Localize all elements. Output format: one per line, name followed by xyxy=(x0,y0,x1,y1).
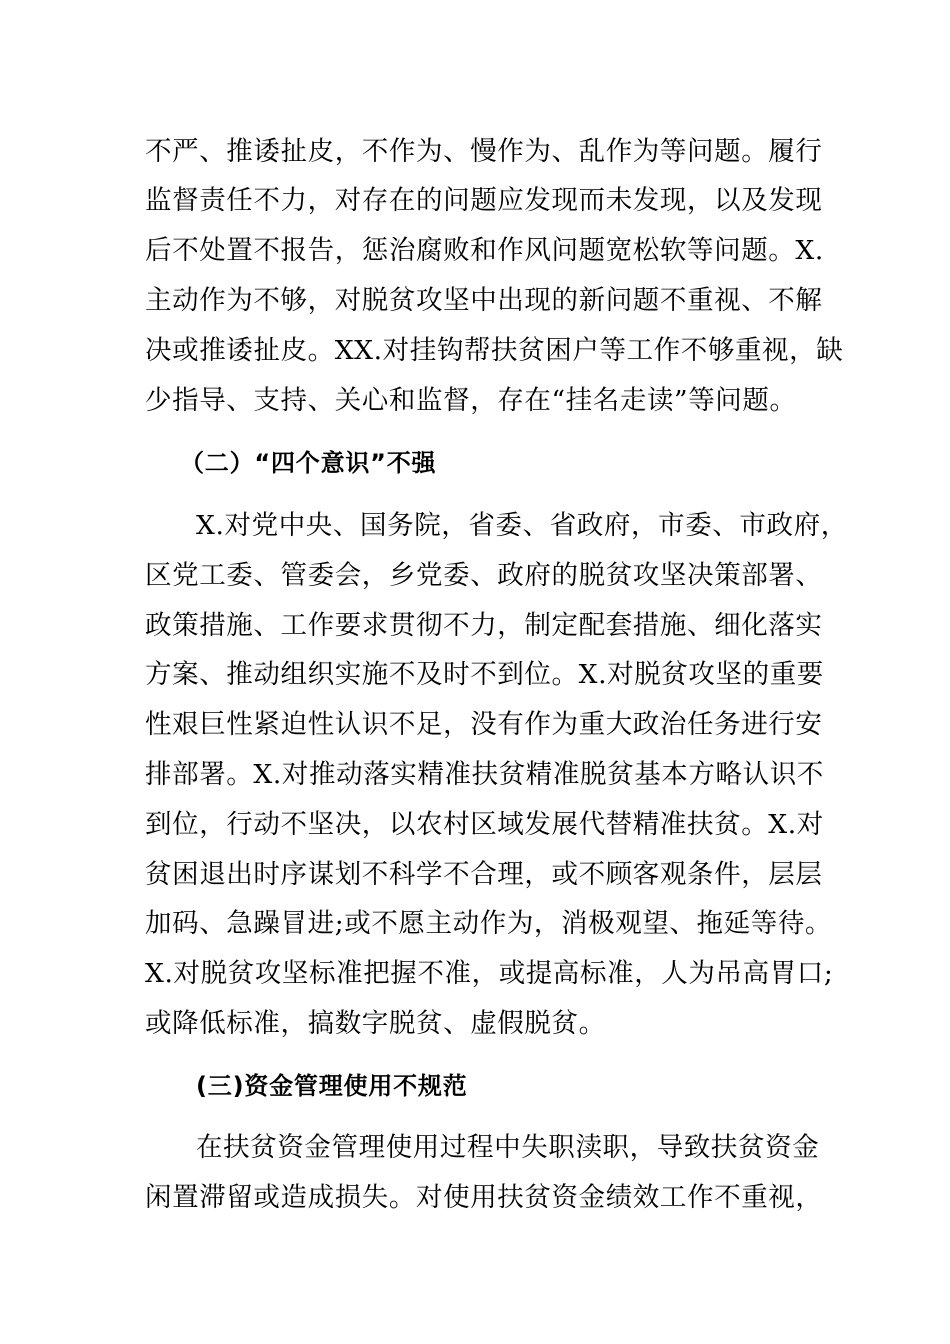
para3-line-1: 在扶贫资金管理使用过程中失职渎职，导致扶贫资金 xyxy=(196,1132,820,1163)
para2-line-8: 贫困退出时序谋划不科学不合理，或不顾客观条件，层层 xyxy=(145,859,823,890)
para3-line-2: 闲置滞留或造成损失。对使用扶贫资金绩效工作不重视， xyxy=(145,1182,823,1213)
para1-line-1: 不严、推诿扯皮，不作为、慢作为、乱作为等问题。履行 xyxy=(145,136,823,167)
section-heading-3: (三)资金管理使用不规范 xyxy=(196,1072,468,1100)
para1-line-4: 主动作为不够，对脱贫攻坚中出现的新问题不重视、不解 xyxy=(145,285,823,316)
para1-line-6: 少指导、支持、关心和监督，存在“挂名走读”等问题。 xyxy=(145,385,797,416)
para1-line-2: 监督责任不力，对存在的问题应发现而未发现，以及发现 xyxy=(145,185,823,216)
para2-line-9: 加码、急躁冒进;或不愿主动作为，消极观望、拖延等待。 xyxy=(145,908,833,939)
para2-line-1: X.对党中央、国务院，省委、省政府，市委、市政府， xyxy=(196,510,848,541)
para1-line-5: 决或推诿扯皮。XX.对挂钩帮扶贫困户等工作不够重视，缺 xyxy=(145,335,844,366)
para2-line-5: 性艰巨性紧迫性认识不足，没有作为重大政治任务进行安 xyxy=(145,709,823,740)
para2-line-6: 排部署。X.对推动落实精准扶贫精准脱贫基本方略认识不 xyxy=(145,759,824,790)
para2-line-2: 区党工委、管委会，乡党委、政府的脱贫攻坚决策部署、 xyxy=(145,560,823,591)
section-heading-2: （二）“四个意识”不强 xyxy=(180,449,437,477)
para2-line-3: 政策措施、工作要求贯彻不力，制定配套措施、细化落实 xyxy=(145,610,823,641)
para2-line-11: 或降低标准，搞数字脱贫、虚假脱贫。 xyxy=(145,1008,606,1039)
para2-line-10: X.对脱贫攻坚标准把握不准，或提高标准，人为吊高胃口; xyxy=(145,958,834,989)
para1-line-3: 后不处置不报告，惩治腐败和作风问题宽松软等问题。X. xyxy=(145,235,824,266)
para2-line-7: 到位，行动不坚决，以农村区域发展代替精准扶贫。X.对 xyxy=(145,809,824,840)
para2-line-4: 方案、推动组织实施不及时不到位。X.对脱贫攻坚的重要 xyxy=(145,659,824,690)
